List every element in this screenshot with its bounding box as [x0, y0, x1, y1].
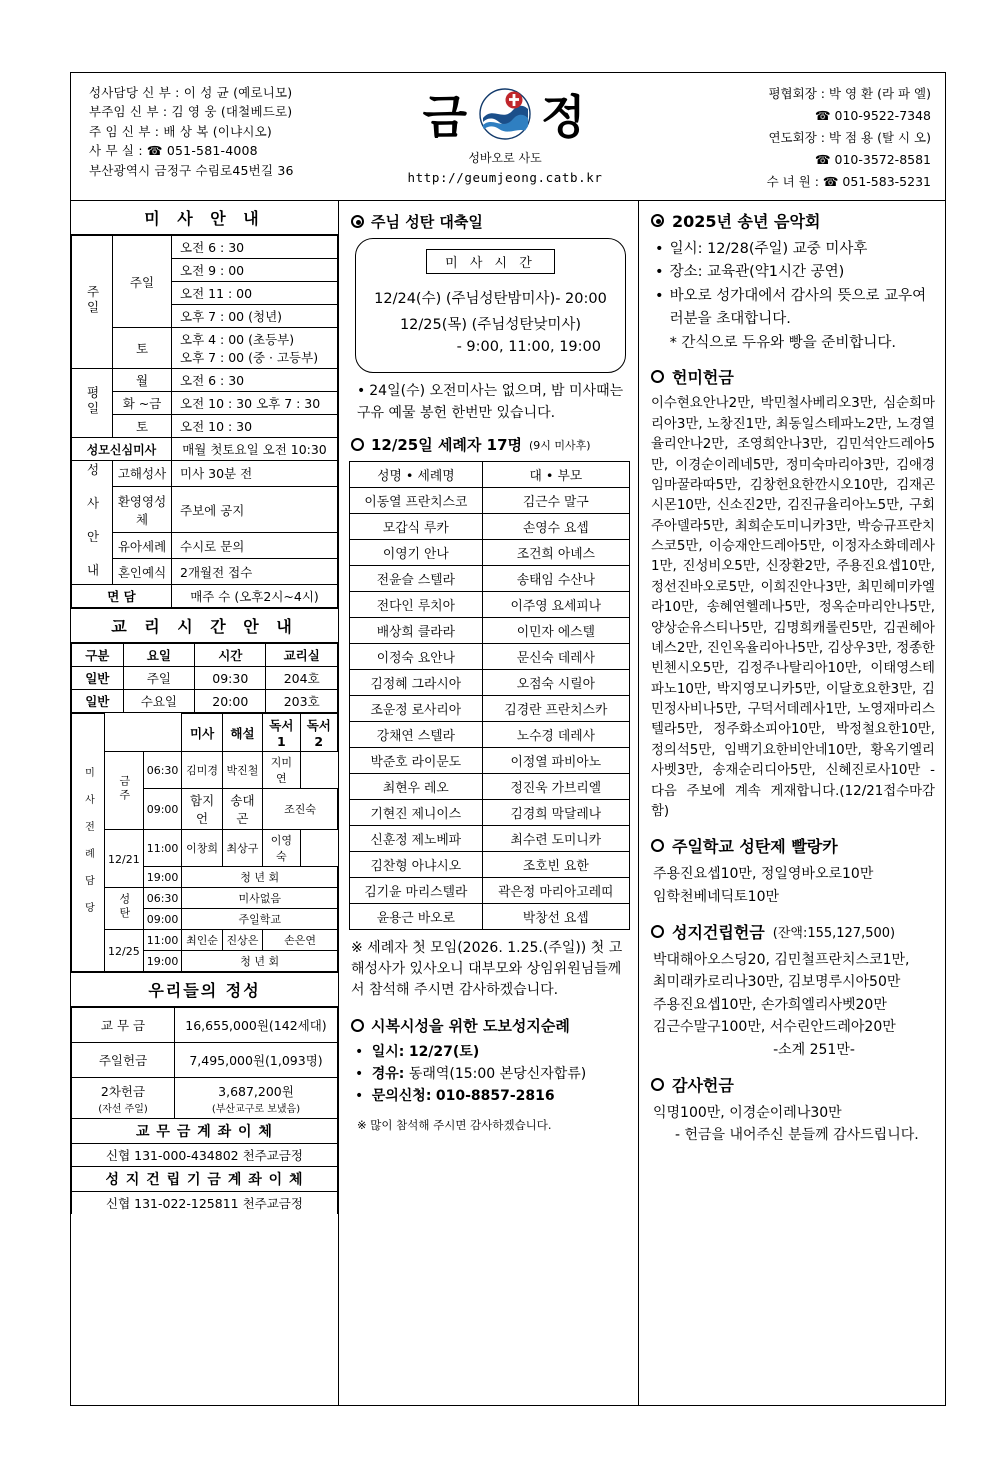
contact-line: 부산광역시 금정구 수림로45번길 36 [89, 162, 294, 178]
table-row [350, 748, 630, 774]
concert-heading [651, 209, 935, 232]
duty-person: 이영숙 [263, 830, 300, 867]
contact-line: 평협회장 : 박 영 환 (라 파 엘) [768, 86, 931, 101]
duty-vertical-label: 미 사 전 례 담 당 [72, 714, 105, 972]
sponsor-name: 박창선 요셉 [482, 904, 629, 930]
duty-time: 09:00 [143, 909, 182, 930]
account1-value: 신협 131-000-434802 천주교금정 [72, 1144, 338, 1167]
duty-span: 미사없음 [182, 888, 338, 909]
title-char-left: 금 [422, 90, 469, 144]
table-row [350, 904, 630, 930]
baptized-name: 모갑식 루카 [350, 514, 483, 540]
baptized-name: 전윤슬 스텔라 [350, 566, 483, 592]
counsel-label: 면 담 [72, 585, 172, 608]
sponsor-name: 이민자 에스텔 [482, 618, 629, 644]
parish-patron: 성바오로 사도 [468, 151, 542, 165]
table-row [72, 690, 338, 713]
sacrament-value: 수시로 문의 [172, 533, 338, 559]
offering-table [71, 1007, 338, 1214]
duty-time: 09:00 [143, 789, 182, 830]
duty-span: 청 년 회 [182, 951, 338, 972]
sacrament-value: 2개월전 접수 [172, 559, 338, 585]
sanctuary-heading [651, 920, 935, 943]
mass-time: 오전 10 : 30 [172, 415, 338, 438]
counsel-value: 매주 수 (오후2시~4시) [172, 585, 338, 608]
sacrament-value: 미사 30분 전 [172, 461, 338, 487]
list-item: 일시: 12/28(주일) 교중 미사후 [669, 241, 868, 257]
sanctuary-heading-text: 성지건립헌금 [672, 923, 765, 943]
cell: 203호 [266, 690, 338, 713]
table-row [72, 1167, 338, 1192]
sacrament-group-label: 성 사 안 내 [72, 461, 113, 585]
table-row [72, 1144, 338, 1167]
bulletin-sheet [70, 72, 946, 1406]
duty-person: 최인순 [182, 930, 222, 951]
baptism-heading [351, 434, 630, 455]
thanks-heading-text: 감사헌금 [672, 1076, 734, 1096]
table-row [350, 722, 630, 748]
cell: 일반 [72, 690, 124, 713]
table-header-row [350, 462, 630, 488]
table-row [72, 585, 338, 608]
contact-line: 사 무 실 : ☎ 051-581-4008 [89, 143, 258, 159]
concert-heading-text: 2025년 송년 음악회 [672, 212, 821, 231]
concert-list: • 일시: 12/28(주일) 교중 미사후 • 장소: 교육관(약1시간 공연) • 바오로 성가대에서 감사의 뜻으로 교우여러분을 초대합니다. * 간식으로 두유와 빵을 준비합니다. [655, 238, 935, 355]
masthead [71, 73, 945, 201]
duty-time: 19:00 [143, 867, 182, 888]
list-item: 익명100만, 이경순이레나30만 [653, 1105, 842, 1122]
col-header: 독서1 [263, 714, 300, 752]
donation-heading-text: 헌미헌금 [672, 368, 734, 388]
table-row [350, 670, 630, 696]
pilgrim-value: 12/27(토) [408, 1044, 480, 1061]
subgroup-label: 주일 [113, 236, 172, 328]
christmas-note: • 24일(수) 오전미사는 없으며, 밤 미사때는 구유 예물 봉헌 한번만 있습니다. [357, 383, 624, 421]
mass-time: 오전 11 : 00 [172, 282, 338, 305]
pilgrimage-heading [351, 1015, 630, 1036]
table-row [72, 1192, 338, 1215]
sponsor-name: 손영수 요셉 [482, 514, 629, 540]
masthead-title-block [369, 73, 641, 200]
baptism-table [349, 461, 630, 930]
offering-key: 교 무 금 [72, 1008, 175, 1043]
account1-title: 교 무 금 계 좌 이 체 [72, 1119, 338, 1144]
sponsor-name: 정진욱 가브리엘 [482, 774, 629, 800]
list-item: 박대해아오스딩20, 김민철프란치스코1만, [653, 952, 910, 969]
filled-circle-icon [351, 215, 364, 228]
baptized-name: 강채연 스텔라 [350, 722, 483, 748]
mass-time-line: - 9:00, 11:00, 19:00 [456, 339, 601, 355]
sponsor-name: 오점숙 시릴아 [482, 670, 629, 696]
duty-time: 11:00 [143, 930, 182, 951]
table-row [72, 236, 338, 259]
table-row [72, 1078, 338, 1119]
cell: 일반 [72, 667, 124, 690]
list-item: * 간식으로 두유와 빵을 준비합니다. [669, 334, 896, 351]
sponsor-name: 김근수 말구 [482, 488, 629, 514]
subgroup-label: 토 [113, 415, 172, 438]
donor-list: 이수현요안나2만, 박민철사베리오3만, 심순희마리아3만, 노창진1만, 최동일스테파노2만, 노경열율리안나2만, 조영희안나3만, 김민석안드레아5만, 이경순이레네5만, 정미숙마리아3만, 김애경임마꿀라따5만, 김창헌요한깐시오10만, 김재곤시몬10만, 신소진2만, 김진규율리아노5만, 구회주아델라5만, 최희순도미니카3만, 박승규프란치스코5만, 이승재안드레아5만, 이정자소화데레사1만, 진성비오5만, 신장환2만, 주용진요셉10만, 정선진바오로5만, 이희진안나3만, 최민헤미카엘라10만, 송혜연헬레나5만, 정옥순마리안나5만, 양상순유스티나5만, 김명희캐롤린5만, 김권헤아녜스2만, 진인옥율리아나5만, 김상우3만, 정종한빈첸시오5만, 김정주나탈리아10만, 이태영스테파노10만, 박지영모니카5만, 이달호요한3만, 김민정사비나5만, 구덕서데레사1만, 노영재마리스텔라5만, 정주화소피아10만, 박정철요한10만, 정의석5만, 임백기요한비안네10만, 황옥기엘리사벳3만, 송재순리디아5만, 신혜진로사10만 - 다음 주보에 계속 게재합니다.(12/21접수마감함) [651, 396, 935, 819]
table-row [350, 488, 630, 514]
circle-icon [351, 1019, 364, 1032]
filled-circle-icon [651, 214, 664, 227]
mass-time: 오전 9 : 00 [172, 259, 338, 282]
duty-date: 12/21 [105, 830, 144, 888]
offering-value: 16,655,000원(142세대) [175, 1008, 338, 1043]
duty-person-pair: 함지언 송대곤 [182, 789, 263, 830]
account2-value: 신협 131-022-125811 천주교금정 [72, 1192, 338, 1215]
circle-icon [651, 1078, 664, 1091]
offering-key: 주일헌금 [72, 1043, 175, 1078]
table-row [350, 592, 630, 618]
doctrine-table [71, 643, 338, 713]
cell: 204호 [266, 667, 338, 690]
cell: 주일 [123, 667, 195, 690]
duty-date: 12/25 [105, 930, 144, 972]
table-header-row [72, 714, 338, 752]
mass-time-line: 12/24(수) (주님성탄밤미사)- 20:00 [374, 291, 607, 307]
baptized-name: 조운정 로사리아 [350, 696, 483, 722]
table-row [350, 540, 630, 566]
sponsor-name: 김경란 프란치스카 [482, 696, 629, 722]
group-label: 주일 [72, 236, 113, 369]
account2-title: 성 지 건 립 기 금 계 좌 이 체 [72, 1167, 338, 1192]
cell: 20:00 [195, 690, 266, 713]
list-item: 임학천베네딕토10만 [653, 888, 780, 905]
list-item: 바오로 성가대에서 감사의 뜻으로 교우여러분을 초대합니다. [669, 287, 927, 328]
doctrine-title: 교 리 시 간 안 내 [71, 608, 338, 643]
baptized-name: 이정숙 요안나 [350, 644, 483, 670]
sponsor-name: 곽은정 마리아고레띠 [482, 878, 629, 904]
col-header: 독서2 [300, 714, 337, 752]
table-row [72, 1008, 338, 1043]
duty-span: 청 년 회 [182, 867, 338, 888]
donation-heading [651, 365, 935, 388]
contact-line: 성사담당 신 부 : 이 성 균 (예로니모) [89, 85, 293, 100]
table-row [350, 566, 630, 592]
parish-contact-right [641, 73, 945, 200]
subgroup-label: 토 [113, 328, 172, 369]
mass-time: 오전 6 : 30 [172, 369, 338, 392]
table-row [350, 644, 630, 670]
group-label: 평일 [72, 369, 113, 438]
parish-logo-icon [479, 88, 531, 140]
col-header: 요일 [123, 644, 195, 667]
baptism-footnote: ※ 세례자 첫 모임(2026. 1.25.(주일)) 첫 고해성사가 있사오니 대부모와 상임위원님들께서 참석해 주시면 감사하겠습니다. [351, 940, 623, 999]
table-row [350, 852, 630, 878]
column-christmas [339, 201, 639, 1405]
sponsor-name: 이정열 파비아노 [482, 748, 629, 774]
duty-person: 최상구 [222, 830, 262, 867]
column-announcements [639, 201, 945, 1405]
sacrament-key: 유아세례 [113, 533, 172, 559]
subgroup-label: 화 ~금 [113, 392, 172, 415]
thanks-note: - 헌금을 내어주신 분들께 감사드립니다. [675, 1127, 919, 1144]
pilgrim-key: 일시: [371, 1044, 405, 1061]
baptized-name: 윤용근 바오로 [350, 904, 483, 930]
mass-time-label: 미 사 시 간 [426, 249, 555, 274]
sacrament-key: 혼인예식 [113, 559, 172, 585]
offering-key: 2차헌금 (자선 주일) [72, 1078, 175, 1119]
duty-time: 06:30 [143, 888, 182, 909]
col-header: 시간 [195, 644, 266, 667]
sacrament-value: 주보에 공지 [172, 486, 338, 532]
table-row [72, 888, 338, 909]
christmas-heading-text: 주님 성탄 대축일 [371, 213, 483, 231]
subgroup-label: 월 [113, 369, 172, 392]
sanctuary-list [653, 949, 935, 1061]
baptism-heading-sub: (9시 미사후) [529, 438, 591, 452]
table-row [350, 774, 630, 800]
contact-line: ☎ 010-3572-8581 [814, 151, 931, 167]
circle-icon [651, 925, 664, 938]
palanca-heading [651, 834, 935, 857]
table-row [72, 667, 338, 690]
mass-time: 오후 4 : 00 (초등부) 오후 7 : 00 (중 · 고등부) [172, 328, 338, 369]
circle-icon [351, 438, 364, 451]
sponsor-name: 노수경 데레사 [482, 722, 629, 748]
duty-group: 성탄 [105, 888, 144, 930]
duty-time: 19:00 [143, 951, 182, 972]
baptized-name: 김정혜 그라시아 [350, 670, 483, 696]
list-item: 주용진요셉10만, 정일영바오로10만 [653, 866, 874, 883]
circle-icon [651, 839, 664, 852]
pilgrimage-list: • 일시: 12/27(토) • 경유: 동래역(15:00 본당신자합류) • 문의신청: 010-8857-2816 [355, 1044, 587, 1104]
baptized-name: 배상희 클라라 [350, 618, 483, 644]
list-item: 최미래카로리나30만, 김보명루시아50만 [653, 974, 901, 991]
contact-line: ☎ 010-9522-7348 [814, 107, 931, 123]
contact-line: 수 녀 원 : ☎ 051-583-5231 [766, 173, 931, 189]
sanctuary-balance: (잔액:155,127,500) [772, 926, 896, 942]
table-row [350, 826, 630, 852]
baptized-name: 이동열 프란치스코 [350, 488, 483, 514]
baptism-heading-text: 12/25일 세례자 17명 [371, 436, 522, 455]
list-item: 주용진요셉10만, 손가희엘리사벳20만 [653, 996, 887, 1013]
duty-person: 지미연 [263, 752, 300, 789]
table-row [72, 930, 338, 951]
table-row [350, 800, 630, 826]
offering-title: 우리들의 정성 [71, 972, 338, 1007]
sponsor-name: 최수련 도미니카 [482, 826, 629, 852]
duty-person: 이창희 [182, 830, 222, 867]
table-row [350, 696, 630, 722]
duty-person: 김미경 [182, 752, 222, 789]
cell: 09:30 [195, 667, 266, 690]
contact-line: 연도회장 : 박 점 용 (탈 시 오) [768, 129, 931, 145]
baptized-name: 김기윤 마리스텔라 [350, 878, 483, 904]
duty-person: 조진숙 [263, 789, 338, 830]
baptized-name: 전다인 루치아 [350, 592, 483, 618]
col-header: 대 • 부모 [482, 462, 629, 488]
sponsor-name: 김경희 막달레나 [482, 800, 629, 826]
content-columns [71, 201, 945, 1405]
christmas-heading [351, 211, 630, 232]
mass-info-title: 미 사 안 내 [71, 201, 338, 235]
table-row [72, 438, 338, 461]
pilgrim-key: 문의신청: [371, 1087, 432, 1104]
pilgrimage-heading-text: 시복시성을 위한 도보성지순례 [371, 1017, 570, 1036]
baptized-name: 최현우 레오 [350, 774, 483, 800]
mass-time: 오전 6 : 30 [172, 236, 338, 259]
mass-time: 오전 10 : 30 오후 7 : 30 [172, 392, 338, 415]
baptized-name: 신훈정 제노베파 [350, 826, 483, 852]
mass-time: 오후 7 : 00 (청년) [172, 305, 338, 328]
sacrament-key: 환영영성체 [113, 486, 172, 532]
table-row [350, 514, 630, 540]
offering-value: 3,687,200원 (부산교구로 보냈음) [175, 1078, 338, 1119]
duty-time: 11:00 [143, 830, 182, 867]
palanca-heading-text: 주일학교 성탄제 빨랑카 [672, 837, 838, 857]
duty-person: 손은연 [263, 930, 338, 951]
duty-time: 06:30 [143, 752, 182, 789]
col-header: 해설 [222, 714, 262, 752]
duty-group: 금주 [105, 752, 144, 830]
sponsor-name: 조호빈 요한 [482, 852, 629, 878]
table-row [72, 461, 338, 487]
baptized-name: 김찬형 아냐시오 [350, 852, 483, 878]
seongmo-label: 성모신심미사 [72, 438, 172, 461]
table-row [72, 369, 338, 392]
sanctuary-subtotal: -소계 251만- [773, 1041, 855, 1058]
contact-line: 부주임 신 부 : 김 영 웅 (대철베드로) [89, 104, 293, 120]
seongmo-value: 매월 첫토요일 오전 10:30 [172, 438, 338, 461]
list-item: 김근수말구100만, 서수린안드레아20만 [653, 1019, 896, 1036]
table-header-row [72, 644, 338, 667]
thanks-list [653, 1102, 935, 1147]
offering-value: 7,495,000원(1,093명) [175, 1043, 338, 1078]
mass-time-line: 12/25(목) (주님성탄낮미사) [399, 317, 582, 333]
table-row [350, 618, 630, 644]
cell: 수요일 [123, 690, 195, 713]
thanks-heading [651, 1073, 935, 1096]
table-row [72, 1119, 338, 1144]
baptized-name: 이영기 안나 [350, 540, 483, 566]
sponsor-name: 문신숙 데레사 [482, 644, 629, 670]
col-header: 성명 • 세례명 [350, 462, 483, 488]
pilgrimage-note: ※ 많이 참석해 주시면 감사하겠습니다. [357, 1118, 552, 1133]
table-row [350, 878, 630, 904]
list-item: 장소: 교육관(약1시간 공연) [669, 264, 845, 281]
column-mass-info [71, 201, 339, 1405]
table-row [72, 752, 338, 789]
pilgrim-value: 동래역(15:00 본당신자합류) [408, 1066, 587, 1083]
parish-contact-left [71, 73, 369, 200]
col-header: 미사 [182, 714, 222, 752]
circle-icon [651, 370, 664, 383]
liturgy-duty-table [71, 713, 338, 972]
baptized-name: 기현진 제니이스 [350, 800, 483, 826]
sponsor-name: 송태임 수산나 [482, 566, 629, 592]
mass-schedule-table [71, 235, 338, 608]
title-char-right: 정 [541, 90, 588, 144]
sponsor-name: 이주영 요세피나 [482, 592, 629, 618]
sponsor-name: 조건희 아녜스 [482, 540, 629, 566]
table-row [72, 830, 338, 867]
mass-time-box [355, 238, 626, 373]
contact-line: 주 임 신 부 : 배 상 복 (이냐시오) [89, 123, 272, 139]
baptized-name: 박준호 라이문도 [350, 748, 483, 774]
duty-person: 진상은 [222, 930, 262, 951]
col-header: 구분 [72, 644, 124, 667]
parish-url[interactable]: http://geumjeong.catb.kr [407, 170, 603, 185]
pilgrim-value: 010-8857-2816 [435, 1087, 555, 1104]
col-header: 교리실 [266, 644, 338, 667]
sacrament-key: 고해성사 [113, 461, 172, 487]
table-row [72, 1043, 338, 1078]
palanca-list [653, 863, 935, 908]
pilgrim-key: 경유: [371, 1066, 405, 1083]
duty-person: 박진철 [222, 752, 262, 789]
duty-span: 주일학교 [182, 909, 338, 930]
